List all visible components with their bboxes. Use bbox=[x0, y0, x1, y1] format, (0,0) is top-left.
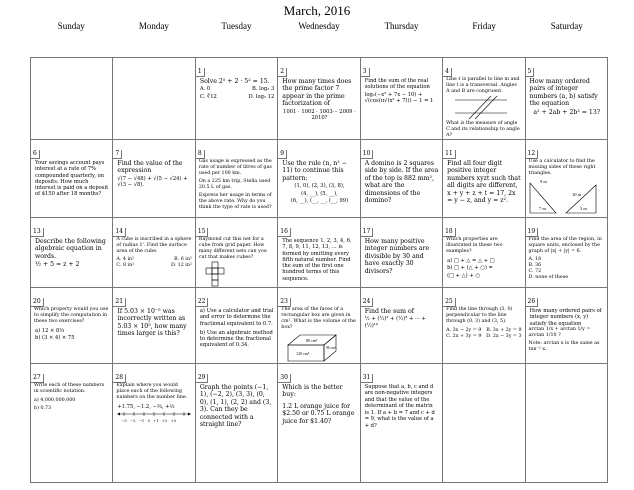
choice-b: B. 36 bbox=[528, 263, 542, 268]
problem-text: Find the line through (3, 0) perpendicular to the line through (0, 3) and (3, 5). bbox=[446, 307, 513, 324]
problem-text: How many positive integer numbers are divisible by 30 and have exactly 30 divisors? bbox=[364, 238, 430, 275]
cube-net-diagram bbox=[204, 261, 234, 287]
day-number: 1 bbox=[196, 68, 205, 77]
problem-text-2: What is the measure of angle C and its relationship to angle A? bbox=[446, 121, 520, 138]
day-number: 5 bbox=[526, 68, 535, 77]
problem-text: Find the sum of bbox=[364, 308, 414, 315]
choice-a: A. 4 in² bbox=[116, 257, 135, 262]
day-cell-8 bbox=[195, 140, 277, 218]
calendar-title: March, 2016 bbox=[283, 3, 351, 18]
day-number: 24 bbox=[361, 298, 374, 307]
day-number: 4 bbox=[443, 68, 452, 77]
day-cell-30 bbox=[278, 364, 360, 483]
day-number: 13 bbox=[31, 228, 44, 237]
day-cell-5 bbox=[525, 58, 607, 140]
problem-text: A cube is inscribed in a sphere of radius 1'. Find the surface area of the cube. bbox=[116, 237, 192, 254]
day-cell-20 bbox=[31, 288, 113, 364]
choice-d: D. none of these bbox=[528, 275, 569, 280]
problem-text: Line ℓ is parallel to line m and line t is a transversal. Angles A and B are congruent. bbox=[446, 77, 520, 94]
day-cell-4 bbox=[443, 58, 525, 140]
day-number: 16 bbox=[278, 228, 291, 237]
choice-d: D. log₂ 12 bbox=[248, 93, 275, 100]
problem-expression: arctan 1/x + arctan 1/y = arctan 1/10 ? bbox=[528, 326, 591, 338]
day-number: 26 bbox=[526, 298, 539, 307]
item-b: b) 0.73 bbox=[34, 406, 52, 411]
problem-text-2: On a 225 km trip, Stella used 20.5 L of gas. bbox=[198, 179, 271, 190]
pattern-line-3: (6, __), (__, __, (__, 99) bbox=[290, 197, 349, 204]
day-number: 25 bbox=[443, 298, 456, 307]
empty-day-cell bbox=[113, 58, 195, 140]
problem-text: Find the sum of the real solutions of the equation bbox=[364, 78, 430, 91]
day-cell-1 bbox=[195, 58, 277, 140]
day-cell-31 bbox=[360, 364, 442, 483]
day-cell-17 bbox=[360, 218, 442, 288]
choice-a: A. 18 bbox=[528, 257, 542, 262]
day-number: 20 bbox=[31, 298, 44, 307]
day-cell-6 bbox=[31, 140, 113, 218]
answer-choices bbox=[196, 85, 277, 92]
problem-text: Which property would you use to simplify the computation in these two exercises? bbox=[34, 307, 109, 324]
problem-expression: √(7 − √48) + √(5 − √24) + √(3 − √8). bbox=[117, 175, 188, 189]
problem-text: The sequence 1, 2, 3, 4, 6, 7, 8, 9, 11, 12, 13, ... is formed by omitting every fifth natural number. Find the sum of the first one hundred terms of this sequence. bbox=[282, 238, 352, 282]
choice-d: D. 12 in² bbox=[170, 263, 192, 268]
day-number: 27 bbox=[31, 374, 44, 383]
day-number: 8 bbox=[196, 150, 205, 159]
problem-expression: ½ + (½)² + (½)³ + ··· + (½)¹⁰ bbox=[364, 316, 426, 329]
day-number: 22 bbox=[196, 298, 209, 307]
number-list: +1.75, −1.2, −⅔, +⅓ bbox=[117, 404, 175, 410]
answer-choices bbox=[113, 263, 194, 269]
week-row bbox=[31, 58, 608, 140]
triangle-label-1: 9 m bbox=[539, 179, 547, 184]
problem-text: Explain where you would place each of the following numbers on the number line. bbox=[116, 383, 188, 400]
day-cell-22 bbox=[195, 288, 277, 364]
day-number: 2 bbox=[278, 68, 287, 77]
week-row bbox=[31, 364, 608, 483]
choice-d: D. 2x − 3y = 3 bbox=[486, 334, 522, 339]
choice-c: C. 2x + 3y = 9 bbox=[446, 334, 482, 339]
problem-text: If 5.03 × 10⁻⁵ was incorrectly written as 5.03 × 10⁵, how many times larger is this? bbox=[117, 308, 187, 338]
day-cell-7 bbox=[113, 140, 195, 218]
problem-text: Solve 2⁵ + 2 · 5² = 15. bbox=[199, 78, 270, 85]
choice-a: A. 0 bbox=[199, 86, 211, 93]
face-area-front: 120 cm² bbox=[296, 351, 310, 356]
day-number: 6 bbox=[31, 150, 40, 159]
choice-a: A. 3x − 2y = 9 bbox=[446, 328, 482, 333]
problem-expression: log₂(−x² + 7x − 10) + √(cos(π√(x² + 7))) − 1 = 1 bbox=[364, 91, 434, 104]
triangle-label-3: 10 m bbox=[571, 192, 581, 197]
weekday-friday: Friday bbox=[472, 21, 496, 31]
day-cell-14 bbox=[113, 218, 195, 288]
answer-choices bbox=[443, 334, 524, 340]
weekday-header bbox=[30, 21, 608, 31]
day-number: 7 bbox=[113, 150, 122, 159]
rectangular-box-diagram bbox=[284, 331, 344, 363]
problem-text: How many ordered pairs of integer numbers (x, y) satisfy the equation bbox=[529, 308, 602, 327]
day-cell-13 bbox=[31, 218, 113, 288]
problem-text: Use the rule (n, n² − 11) to continue this pattern: bbox=[282, 160, 347, 182]
example-b: b) □ + (△ + ○) = bbox=[447, 265, 493, 272]
problem-expression: ½ + 5 = z + 2 bbox=[35, 261, 80, 269]
problem-text: How many times does the prime factor 7 appear in the prime factorization of bbox=[282, 78, 352, 108]
choice-b: B. log₂ 3 bbox=[252, 86, 275, 93]
problem-text: Graph the points (−1, 1), (−2, 2), (3, 3), (0, 0), (1, 1), (2, 2) and (3, 3). Can they be connected with a straight line? bbox=[199, 384, 272, 429]
day-cell-27 bbox=[31, 364, 113, 483]
empty-day-cell bbox=[31, 58, 113, 140]
problem-expression: 1001 · 1002 · 1003··· 2009 · 2010? bbox=[283, 108, 356, 121]
day-number: 19 bbox=[526, 228, 539, 237]
weekday-monday: Monday bbox=[138, 21, 169, 31]
example-a: a) □ + △ = △ + □ bbox=[447, 258, 495, 264]
number-line-diagram bbox=[117, 410, 191, 418]
problem-text-2: 1.2 L orange juice for $2.50 or 0.75 L orange juice for $1.40? bbox=[282, 402, 355, 425]
face-area-side: 96 cm² bbox=[326, 346, 337, 350]
pattern-line-2: (4, __), (5, __), bbox=[301, 190, 338, 197]
week-row bbox=[31, 140, 608, 218]
day-number: 14 bbox=[113, 228, 126, 237]
day-number: 11 bbox=[443, 150, 456, 159]
choice-c: C. 8 in² bbox=[116, 263, 135, 268]
day-cell-26 bbox=[525, 288, 607, 364]
day-number: 12 bbox=[526, 150, 539, 159]
problem-text: Which is the better buy: bbox=[282, 384, 343, 399]
part-b: b) Use an algebraic method to determine the fractional equivalent of 0.34. bbox=[199, 329, 273, 349]
day-cell-23 bbox=[278, 288, 360, 364]
problem-text: Use a calculator to find the missing sides of these right triangles. bbox=[528, 159, 596, 176]
right-triangles-diagram bbox=[526, 177, 600, 217]
day-number: 17 bbox=[361, 228, 374, 237]
problem-text-2: is 1. If a + b = 7 and c + d = 9, what is the value of a + d? bbox=[364, 410, 435, 429]
problem-text-3: Express her usage in terms of the above rate. Why do you think the type of rate is used? bbox=[198, 193, 272, 210]
triangle-label-4: 3 m bbox=[579, 206, 587, 211]
day-cell-18 bbox=[443, 218, 525, 288]
problem-text: Gas usage is expressed as the rate of number of litres of gas used per 100 km. bbox=[198, 159, 272, 176]
day-cell-16 bbox=[278, 218, 360, 288]
choice-c: C. 72 bbox=[528, 269, 542, 274]
problem-text: The area of the faces of a rectangular box are given in cm². What is the volume of the box? bbox=[281, 307, 356, 330]
day-number: 9 bbox=[278, 150, 287, 159]
day-cell-11 bbox=[443, 140, 525, 218]
exercise-a: a) 12 × 8⅓ bbox=[35, 328, 65, 334]
weekday-thursday: Thursday bbox=[384, 21, 419, 31]
day-cell-15 bbox=[195, 218, 277, 288]
item-a: a) 4,000,000,000 bbox=[34, 398, 76, 403]
day-cell-25 bbox=[443, 288, 525, 364]
day-cell-10 bbox=[360, 140, 442, 218]
exercise-b: b) (3 × 4) × 75 bbox=[35, 335, 75, 342]
problem-text: How many ordered pairs of integer numbers (a, b) satisfy the equation bbox=[529, 78, 598, 108]
problem-text: Raymond cut this net for a cube from grid paper. How many different nets can you cut that makes cubes? bbox=[198, 237, 267, 260]
part-a: a) Use a calculator and trial and error to determine the fractional equivalent to 0.7. bbox=[199, 308, 274, 327]
problem-text: A domino is 2 squares side by side. If the area of the top is 882 mm², what are the dimensions of the domino? bbox=[364, 160, 439, 205]
problem-text: Suppose that a, b, c and d are non-negative integers and that the value of the determinant of the matrix bbox=[364, 384, 434, 409]
weekday-tuesday: Tuesday bbox=[221, 21, 252, 31]
answer-choices bbox=[196, 93, 277, 100]
example-b-cont: (□ + △) + ○ bbox=[447, 272, 480, 279]
choice-b: B. 6 in² bbox=[174, 257, 192, 262]
weekday-saturday: Saturday bbox=[550, 21, 583, 31]
choice-c: C. ∛12 bbox=[199, 93, 217, 100]
day-number: 15 bbox=[196, 228, 209, 237]
empty-day-cell bbox=[525, 364, 607, 483]
day-cell-21 bbox=[113, 288, 195, 364]
day-number: 23 bbox=[278, 298, 291, 307]
problem-text: Find the value of the expression bbox=[117, 160, 183, 175]
day-cell-2 bbox=[278, 58, 360, 140]
weekday-wednesday: Wednesday bbox=[298, 21, 340, 31]
week-row bbox=[31, 218, 608, 288]
problem-text: Find all four digit positive integer numbers xyzt such that all digits are different, x + y + z + t = 17, 2x = y − z, and y = z². bbox=[447, 160, 521, 205]
weekday-sunday: Sunday bbox=[57, 21, 85, 31]
choice-b: B. 3x + 2y = 9 bbox=[486, 328, 522, 333]
day-number: 10 bbox=[361, 150, 374, 159]
day-cell-19 bbox=[525, 218, 607, 288]
day-cell-12 bbox=[525, 140, 607, 218]
day-cell-28 bbox=[113, 364, 195, 483]
day-number: 30 bbox=[278, 374, 291, 383]
problem-note: Note: arctan x is the same as tan⁻¹ x. bbox=[528, 340, 600, 352]
problem-expression: a² + 2ab + 2b² = 13? bbox=[533, 108, 601, 116]
problem-text: Your savings account pays interest at a rate of 7% compounded quarterly, on deposits. How much interest is paid on a deposit of $150 after 18 months? bbox=[35, 160, 109, 198]
parallel-lines-diagram bbox=[451, 95, 511, 121]
day-number: 31 bbox=[361, 374, 374, 383]
empty-day-cell bbox=[443, 364, 525, 483]
day-number: 18 bbox=[443, 228, 456, 237]
problem-text: Which properties are illustrated in these two examples? bbox=[446, 237, 503, 254]
pattern-line-1: (1, 0), (2, 3), (3, 8), bbox=[294, 183, 345, 190]
calendar-grid bbox=[30, 57, 608, 483]
day-number: 28 bbox=[113, 374, 126, 383]
day-cell-24 bbox=[360, 288, 442, 364]
problem-text: Describe the following algebraic equation in words. bbox=[35, 238, 106, 260]
day-number: 29 bbox=[196, 374, 209, 383]
week-row bbox=[31, 288, 608, 364]
day-cell-29 bbox=[195, 364, 277, 483]
triangle-label-2: 7 m bbox=[538, 206, 546, 211]
face-area-top: 80 cm² bbox=[306, 338, 318, 343]
day-number: 3 bbox=[361, 68, 370, 77]
problem-text: Write each of these numbers in scientific notation. bbox=[34, 383, 105, 394]
day-cell-9 bbox=[278, 140, 360, 218]
number-line-ticks: −3 −2 −1 0 +1 +2 +3 bbox=[121, 419, 177, 424]
day-cell-3 bbox=[360, 58, 442, 140]
day-number: 21 bbox=[113, 298, 126, 307]
problem-text: Find the area of the region, in square units, enclosed by the graph of |x| + |y| = 6. bbox=[528, 237, 602, 254]
